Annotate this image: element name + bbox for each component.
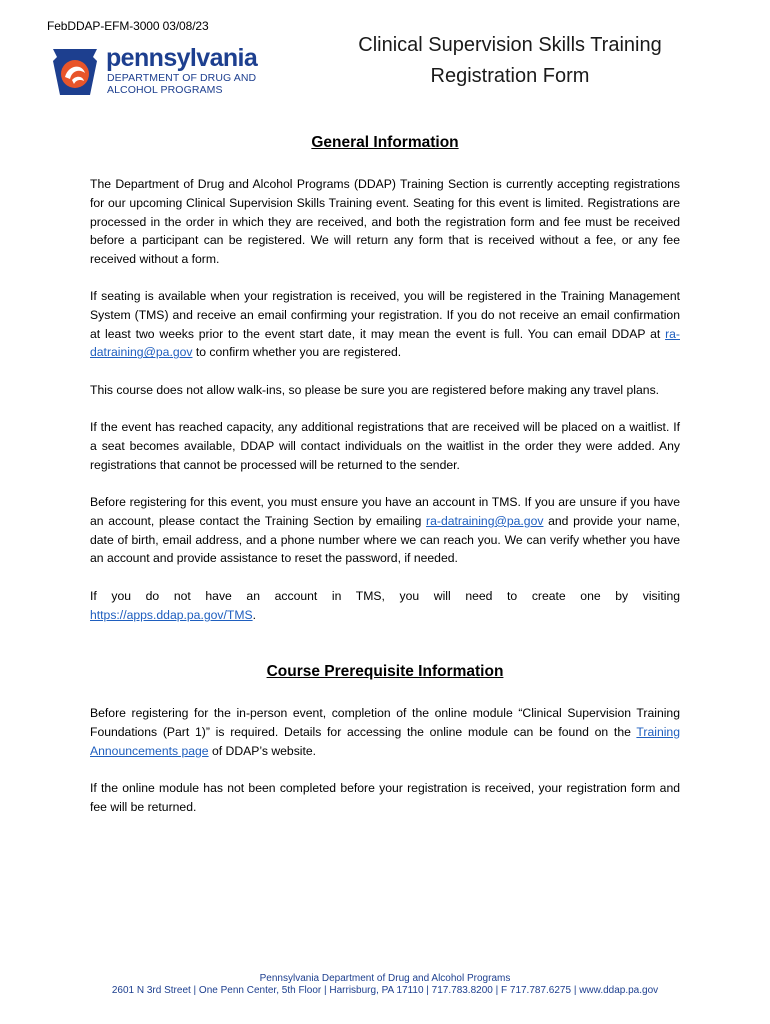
general-paragraph-4: If the event has reached capacity, any additional registrations that are received will be placed on a waitlist. If a seat becomes available, DDAP will contact individuals on the waitlist in the order they were added. Any registrations that cannot be processed will be returned to the sender. (90, 420, 680, 472)
email-link[interactable]: ra-datraining@pa.gov (90, 326, 680, 360)
pa-ddap-logo (50, 44, 270, 98)
general-paragraph-5: Before registering for this event, you must ensure you have an account in TMS. If you are unsure if you have an account, please contact the Training Section by emailing ra-datraining@pa.gov and provide your name, date of birth, email address, and a phone number where we can reach you. We can verify whether you have an account and provide assistance to reset the password, if needed. (90, 495, 680, 566)
general-paragraph-2: If seating is available when your registration is received, you will be registered in the Training Management System (TMS) and receive an email confirming your registration. If you do not receive an email confirmation at least two weeks prior to the event start date, it may mean the event is full. You can email DDAP at ra-datraining@pa.gov to confirm whether you are registered. (90, 289, 680, 360)
tms-link[interactable]: https://apps.ddap.pa.gov/TMS (90, 607, 253, 622)
training-announcements-link[interactable]: Training Announcements page (90, 724, 680, 758)
keystone-logo-icon (50, 47, 100, 97)
logo-brand-text: pennsylvania (106, 44, 258, 72)
form-id: FebDDAP-EFM-3000 03/08/23 (47, 19, 209, 33)
general-paragraph-1: The Department of Drug and Alcohol Programs (DDAP) Training Section is currently accepting registrations for our upcoming Clinical Supervision Skills Training event. Seating for this event is limited. Registrations are processed in the order in which they are received, and both the registration form and fee must be received before a participant can be registered. We will return any form that is received without a fee, or any fee received without a form. (90, 177, 680, 267)
course-prerequisite-heading: Course Prerequisite Information (266, 663, 504, 680)
footer-address: 2601 N 3rd Street | One Penn Center, 5th Floor | Harrisburg, PA 17110 | 717.783.8200 | F 717.787.6275 | www.ddap.pa.gov (111, 985, 659, 996)
prereq-paragraph-2: If the online module has not been completed before your registration is received, your registration form and fee will be returned. (90, 781, 680, 814)
prereq-paragraph-1: Before registering for the in-person event, completion of the online module “Clinical Supervision Training Foundations (Part 1)” is required. Details for accessing the online module can be found on the Training Announcements page of DDAP’s website. (90, 706, 680, 758)
general-paragraph-6: If you do not have an account in TMS, you will need to create one by visiting https://apps.ddap.pa.gov/TMS. (90, 589, 680, 622)
logo-agency-text: DEPARTMENT OF DRUG AND ALCOHOL PROGRAMS (107, 72, 257, 96)
general-information-heading: General Information (311, 134, 459, 151)
footer-agency-name: Pennsylvania Department of Drug and Alcohol Programs (259, 973, 511, 984)
page-title: Clinical Supervision Skills Training Registration Form (358, 34, 662, 87)
general-paragraph-3: This course does not allow walk-ins, so please be sure you are registered before making any travel plans. (90, 383, 660, 397)
email-link[interactable]: ra-datraining@pa.gov (426, 513, 544, 528)
